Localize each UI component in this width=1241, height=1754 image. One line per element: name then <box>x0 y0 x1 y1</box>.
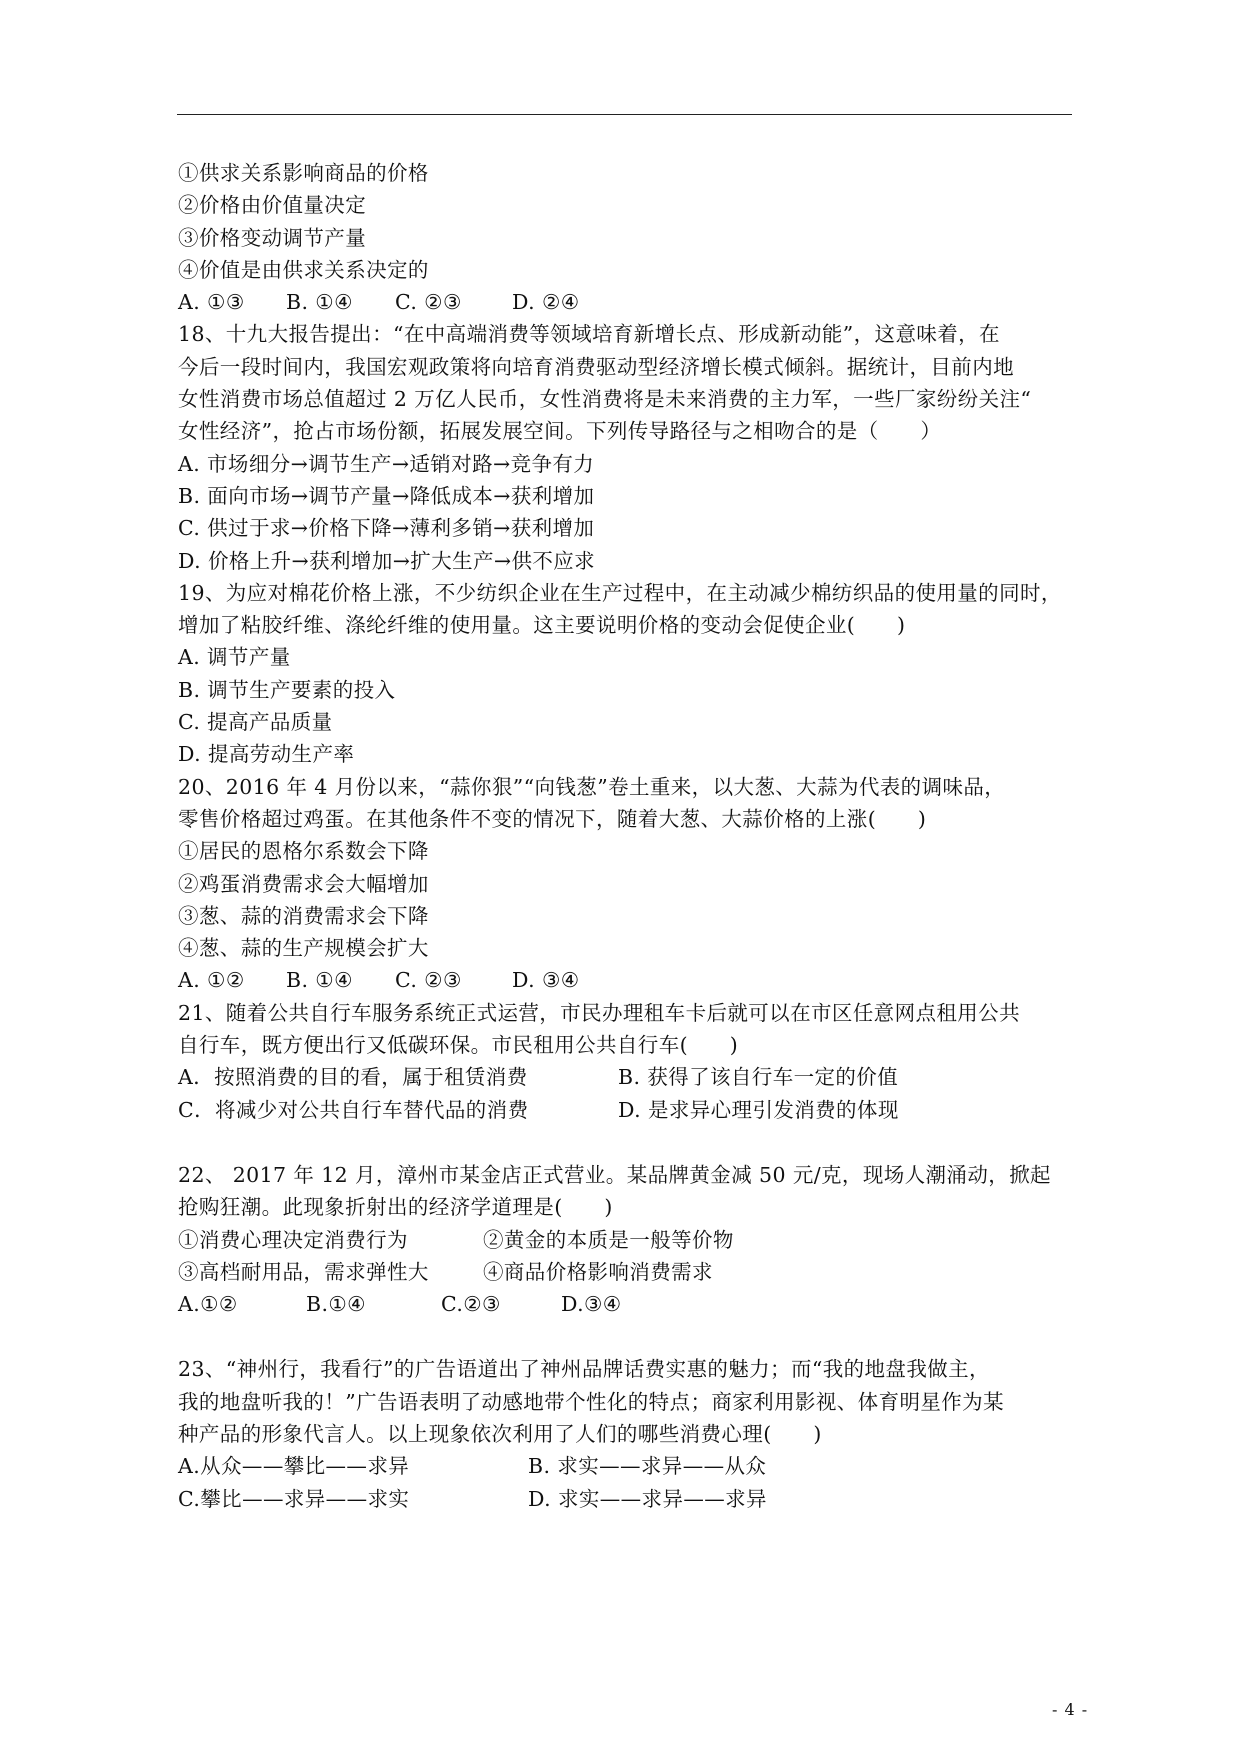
question-stem: 自行车，既方便出行又低碳环保。市民租用公共自行车( ) <box>178 1033 739 1058</box>
answer-options <box>178 286 1078 318</box>
statement: ②黄金的本质是一般等价物 <box>483 1227 734 1252</box>
question-stem: 18、十九大报告提出：“在中高端消费等领域培育新增长点、形成新动能”，这意味着，在 <box>178 322 1000 347</box>
statement-row <box>178 1224 1078 1256</box>
option-row <box>178 1061 1078 1093</box>
page-number: - 4 - <box>1052 1700 1089 1719</box>
statement: ④商品价格影响消费需求 <box>483 1259 713 1284</box>
option-b: B. 调节生产要素的投入 <box>178 677 396 702</box>
answer-options <box>178 1288 1078 1320</box>
option-b: B. 面向市场→调节产量→降低成本→获利增加 <box>178 483 595 508</box>
question-stem: 女性消费市场总值超过 2 万亿人民币，女性消费将是未来消费的主力军，一些厂家纷纷关注“ <box>178 387 1032 412</box>
statement: ④价值是由供求关系决定的 <box>178 257 429 282</box>
option-b: B. ①④ <box>286 290 353 315</box>
option-b: B. 获得了该自行车一定的价值 <box>618 1065 899 1090</box>
option-a: A．按照消费的目的看，属于租赁消费 <box>178 1065 528 1090</box>
option-d: D.③④ <box>561 1292 622 1317</box>
option-d: D. 是求异心理引发消费的体现 <box>618 1097 899 1122</box>
statement: ②价格由价值量决定 <box>178 193 367 218</box>
option-a: A. 市场细分→调节生产→适销对路→竞争有力 <box>178 451 595 476</box>
option-a: A.①② <box>178 1292 238 1317</box>
option-a: A. 调节产量 <box>178 645 291 670</box>
statement: ③葱、蒜的消费需求会下降 <box>178 903 429 928</box>
option-b: B.①④ <box>306 1292 366 1317</box>
statement: ②鸡蛋消费需求会大幅增加 <box>178 871 429 896</box>
statement: ①居民的恩格尔系数会下降 <box>178 839 429 864</box>
option-c: C. 提高产品质量 <box>178 710 333 735</box>
option-c: C. ②③ <box>395 290 462 315</box>
spacer <box>178 1320 1078 1353</box>
question-stem: 种产品的形象代言人。以上现象依次利用了人们的哪些消费心理( ) <box>178 1421 822 1446</box>
question-stem: 增加了粘胶纤维、涤纶纤维的使用量。这主要说明价格的变动会促使企业( ) <box>178 613 906 638</box>
option-c: C.攀比——求异——求实 <box>178 1486 410 1511</box>
option-a: A. ①② <box>178 968 245 993</box>
statement: ④葱、蒜的生产规模会扩大 <box>178 936 429 961</box>
question-stem: 零售价格超过鸡蛋。在其他条件不变的情况下，随着大葱、大蒜价格的上涨( ) <box>178 806 927 831</box>
option-b: B. 求实——求异——从众 <box>528 1454 767 1479</box>
option-c: C. 供过于求→价格下降→薄利多销→获利增加 <box>178 516 595 541</box>
question-stem: 22、 2017 年 12 月，漳州市某金店正式营业。某品牌黄金减 50 元/克，现场人潮涌动，掀起 <box>178 1162 1051 1187</box>
option-a: A. ①③ <box>178 290 245 315</box>
question-stem: 今后一段时间内，我国宏观政策将向培育消费驱动型经济增长模式倾斜。据统计，目前内地 <box>178 354 1014 379</box>
question-stem: 女性经济”，抢占市场份额，拓展发展空间。下列传导路径与之相吻合的是（ ） <box>178 419 942 444</box>
statement: ①供求关系影响商品的价格 <box>178 161 429 185</box>
option-c: C.②③ <box>441 1292 501 1317</box>
option-row <box>178 1483 1078 1515</box>
spacer <box>178 1126 1078 1159</box>
option-d: D. 求实——求异——求异 <box>528 1486 767 1511</box>
statement: ③高档耐用品，需求弹性大 <box>178 1259 429 1284</box>
option-c: C. ②③ <box>395 968 462 993</box>
statement: ③价格变动调节产量 <box>178 225 367 250</box>
header-rule <box>177 114 1072 115</box>
page-content <box>178 157 1078 1515</box>
option-d: D. 提高劳动生产率 <box>178 742 355 767</box>
question-stem: 21、随着公共自行车服务系统正式运营，市民办理租车卡后就可以在市区任意网点租用公共 <box>178 1000 1020 1025</box>
question-stem: 20、2016 年 4 月份以来，“蒜你狠”“向钱葱”卷土重来，以大葱、大蒜为代表的调味品， <box>178 774 1006 799</box>
statement-row <box>178 1256 1078 1288</box>
option-row <box>178 1450 1078 1482</box>
option-d: D. 价格上升→获利增加→扩大生产→供不应求 <box>178 548 596 573</box>
option-row <box>178 1094 1078 1126</box>
question-stem: 19、为应对棉花价格上涨，不少纺织企业在生产过程中，在主动减少棉纺织品的使用量的同时， <box>178 580 1062 605</box>
option-b: B. ①④ <box>286 968 353 993</box>
option-d: D. ③④ <box>512 968 580 993</box>
option-d: D. ②④ <box>512 290 580 315</box>
question-stem: 抢购狂潮。此现象折射出的经济学道理是( ) <box>178 1195 613 1220</box>
statement: ①消费心理决定消费行为 <box>178 1227 408 1252</box>
answer-options <box>178 964 1078 996</box>
question-stem: 我的地盘听我的！”广告语表明了动感地带个性化的特点；商家利用影视、体育明星作为某 <box>178 1389 1004 1414</box>
question-stem: 23、“神州行，我看行”的广告语道出了神州品牌话费实惠的魅力；而“我的地盘我做主， <box>178 1357 990 1382</box>
option-a: A.从众——攀比——求异 <box>178 1454 410 1479</box>
option-c: C．将减少对公共自行车替代品的消费 <box>178 1097 529 1122</box>
